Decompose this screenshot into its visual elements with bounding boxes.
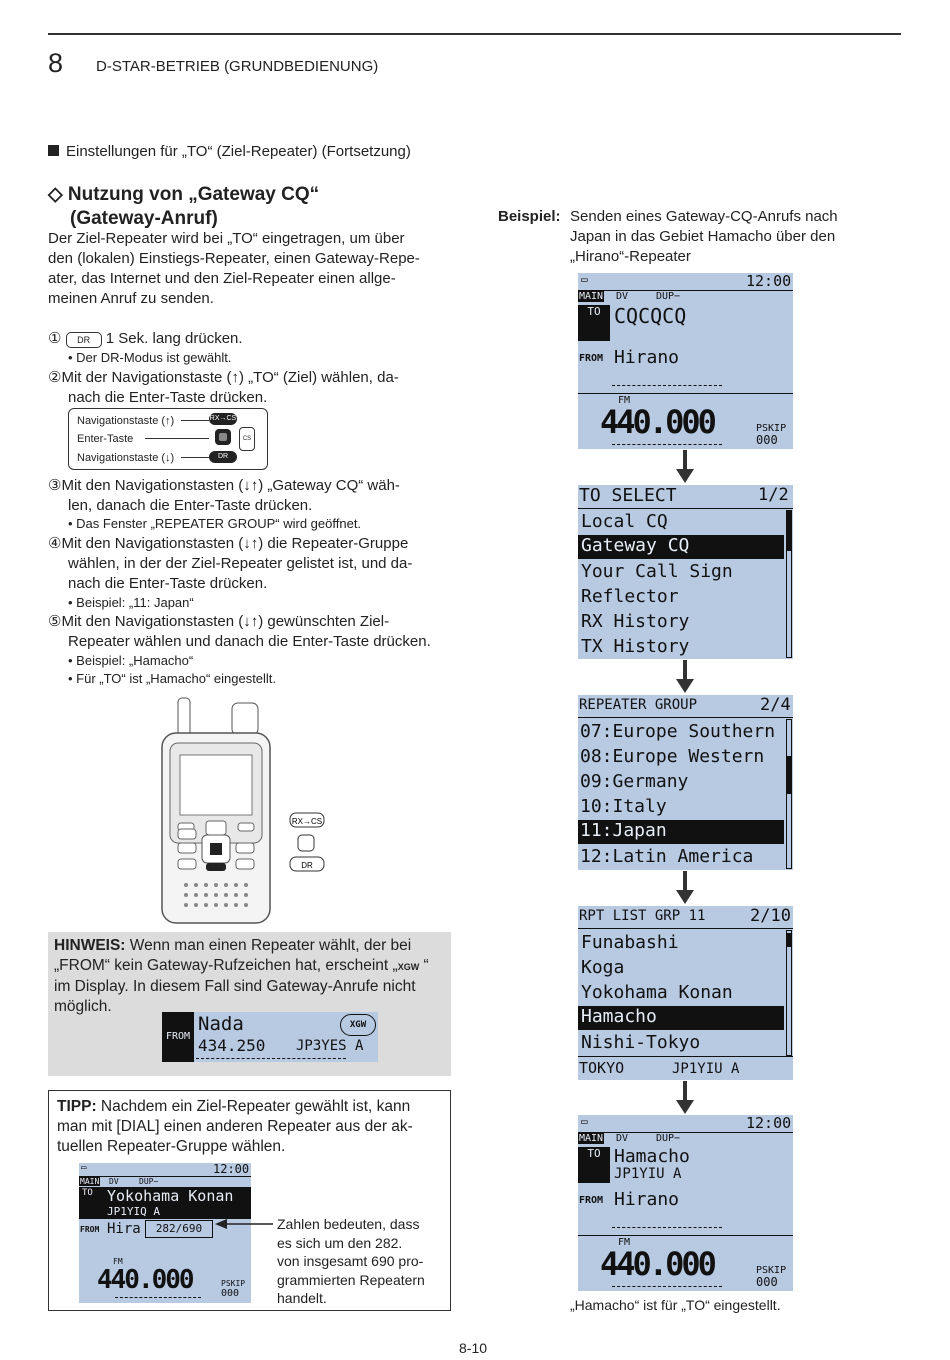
lcd-repeater-group: REPEATER GROUP 2/4 07:Europe Southern 08:Europe Western 09:Germany 10:Italy 11:Japan 12:Latin America [578,695,793,870]
radio-dr-label: DR [301,861,313,870]
square-bullet-icon [48,145,59,156]
group-item: 07:Europe Southern [580,721,776,742]
step-4: ④Mit den Navigationstasten (↓↑) die Repeater-Gruppe wählen, in der der Ziel-Repeater gelistet ist, und da- nach die Enter-Taste drücken. [48,535,413,592]
battery-icon: ▭ [581,273,588,286]
tipp-lcd-to-highlight: TO Yokohama Konan JP1YIQ A [79,1187,251,1219]
step-5-note-1: • Beispiel: „Hamacho“ [68,653,194,668]
intro-text: Der Ziel-Repeater wird bei „TO“ eingetragen, um über den (lokalen) Einstiegs-Repeater, einen Gateway-Repe- ater, das Internet und den Ziel-Repeater einen allge- meinen Anruf zu senden. [48,230,420,307]
hinweis-text: HINWEIS: Wenn man einen Repeater wählt, der bei „FROM“ kein Gateway-Rufzeichen hat, erscheint „XGW “ im Display. In diesem Fall sind Gateway-Anrufe nicht möglich. [54,937,429,1015]
chapter-number: 8 [48,48,64,78]
dr-key-small: DR [209,451,237,463]
example-text: Senden eines Gateway-CQ-Anrufs nach Japan in das Gebiet Hamacho über den „Hirano“-Repeater [570,208,838,265]
lcd-initial: ▭ 12:00 MAIN DV DUP− TO CQCQCQ FROM Hirano FM 440.000 PSKIP 000 [579,273,792,447]
step-2: ②Mit der Navigationstaste (↑) „TO“ (Ziel) wählen, da- nach die Enter-Taste drücken. [48,369,399,406]
to-select-item: Your Call Sign [581,561,733,582]
header-rule [48,33,901,35]
sub-heading: ◇ Nutzung von „Gateway CQ“ [48,184,320,205]
step-4-note: • Beispiel: „11: Japan“ [68,595,194,610]
to-select-item: Local CQ [581,511,668,532]
flow-arrow-1 [683,450,687,470]
battery-icon: ▭ [581,1115,588,1128]
group-item: 08:Europe Western [580,746,765,767]
tipp-text: TIPP: Nachdem ein Ziel-Repeater gewählt ist, kann man mit [DIAL] einen anderen Repeater aus der ak- tuellen Repeater-Gruppe wählen. [57,1098,413,1155]
group-item-selected: 11:Japan [578,820,784,844]
nav-down-label: Navigationstaste (↓) [77,452,175,464]
step-3-note: • Das Fenster „REPEATER GROUP“ wird geöffnet. [68,516,362,531]
enter-label: Enter-Taste [77,433,134,445]
flow-arrow-4-head [676,1100,694,1114]
sub-heading-line2: (Gateway-Anruf) [70,208,218,229]
group-item: 12:Latin America [580,846,754,867]
hinweis-lcd: FROM Nada 434.250 JP3YES A XGW [162,1012,378,1062]
rpt-item-selected: Hamacho [578,1006,784,1030]
example-label: Beispiel: [498,208,561,225]
lcd-final: ▭ 12:00 MAIN DV DUP− TO Hamacho JP1YIU A FROM Hirano FM 440.000 PSKIP 000 [579,1115,792,1289]
step-5-note-2: • Für „TO“ ist „Hamacho“ eingestellt. [68,671,277,686]
rpt-item: Yokohama Konan [581,982,733,1003]
repeater-count-box: 282/690 [145,1220,213,1238]
rx-cs-key: RX→CS [209,413,237,425]
rpt-item: Nishi-Tokyo [581,1032,701,1053]
enter-key [215,429,231,445]
radio-rx-cs-label: RX→CS [291,817,323,826]
nav-up-label: Navigationstaste (↑) [77,415,175,427]
diamond-icon: ◇ [48,184,63,205]
tipp-lcd: ▭ 12:00 MAIN DV DUP− TO Yokohama Konan JP1YIQ A FROM Hira 282/690 FM 440.000 PSKIP 000 [79,1163,251,1303]
step-1-note: • Der DR-Modus ist gewählt. [68,350,232,365]
pointer-arrow [213,1217,279,1231]
flow-arrow-2 [683,660,687,680]
page-number: 8-10 [459,1340,488,1356]
radio-illustration [150,693,335,925]
battery-icon: ▭ [81,1163,87,1173]
keypad-diagram [68,408,268,470]
cs-key: CS [239,427,255,451]
step-1: ① DR 1 Sek. lang drücken. [48,330,243,347]
rpt-item: Koga [581,957,625,978]
to-select-item: TX History [581,636,690,657]
tipp-annotation: Zahlen bedeuten, dass es sich um den 282. von insgesamt 690 pro- grammierten Repeatern handelt. [277,1216,425,1306]
step-3: ③Mit den Navigationstasten (↓↑) „Gateway CQ“ wäh- len, danach die Enter-Taste drücken. [48,477,400,514]
group-item: 09:Germany [580,771,689,792]
flow-arrow-1-head [676,469,694,483]
group-item: 10:Italy [580,796,667,817]
dr-key: DR [66,332,102,348]
chapter-title: D-STAR-BETRIEB (GRUNDBEDIENUNG) [96,58,379,75]
lcd-to-select: TO SELECT 1/2 Local CQ Gateway CQ Your Call Sign Reflector RX History TX History [578,485,793,659]
flow-arrow-2-head [676,679,694,693]
final-caption: „Hamacho“ ist für „TO“ eingestellt. [570,1297,781,1313]
flow-arrow-3 [683,871,687,891]
flow-arrow-4 [683,1081,687,1101]
flow-arrow-3-head [676,890,694,904]
lcd-rpt-list: RPT LIST GRP 11 2/10 Funabashi Koga Yokohama Konan Hamacho Nishi-Tokyo TOKYO JP1YIU A [578,906,793,1080]
to-select-item-selected: Gateway CQ [578,535,784,559]
to-select-item: RX History [581,611,690,632]
rpt-item: Funabashi [581,932,679,953]
to-select-item: Reflector [581,586,679,607]
tipp-box [48,1090,451,1311]
hinweis-box [48,932,451,1076]
section-heading: Einstellungen für „TO“ (Ziel-Repeater) (Fortsetzung) [48,142,411,162]
step-5: ⑤Mit den Navigationstasten (↓↑) gewünschten Ziel- Repeater wählen und danach die Enter-Taste drücken. [48,613,431,650]
gateway-x-icon: XGW [397,962,420,972]
